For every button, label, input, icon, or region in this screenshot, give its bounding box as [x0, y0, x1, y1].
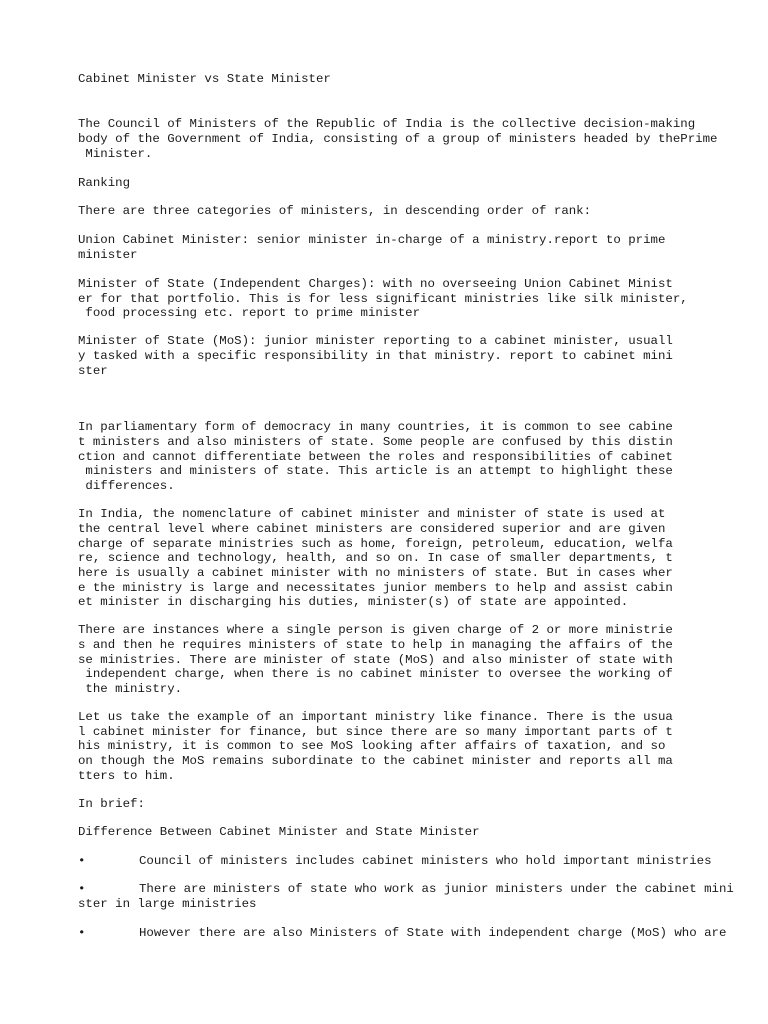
para-india-line-1: In India, the nomenclature of cabinet minister and minister of state is used at	[78, 507, 666, 521]
mos-independent-line-2: er for that portfolio. This is for less significant ministries like silk minister,	[78, 292, 688, 306]
para-finance-line-2: l cabinet minister for finance, but since there are so many important parts of t	[78, 725, 673, 739]
para-india-line-5: here is usually a cabinet minister with no ministers of state. But in cases wher	[78, 566, 673, 580]
para-finance-line-3: his ministry, it is common to see MoS looking after affairs of taxation, and so	[78, 739, 666, 753]
categories-intro: There are three categories of ministers, in descending order of rank:	[78, 204, 592, 218]
para-parliamentary-line-1: In parliamentary form of democracy in many countries, it is common to see cabine	[78, 420, 673, 434]
bullet-3-text: However there are also Ministers of State with independent charge (MoS) who are	[139, 926, 727, 940]
bullet-1-text: Council of ministers includes cabinet ministers who hold important ministries	[139, 854, 712, 868]
para-parliamentary-line-4: ministers and ministers of state. This article is an attempt to highlight these	[78, 464, 673, 478]
para-india-line-3: charge of separate ministries such as home, foreign, petroleum, education, welfa	[78, 537, 673, 551]
bullet-3-dot: •	[78, 926, 86, 940]
cabinet-minister-line-1: Union Cabinet Minister: senior minister in-charge of a ministry.report to prime	[78, 233, 666, 247]
para-india-line-2: the central level where cabinet ministers are considered superior and are given	[78, 522, 666, 536]
bullet-2-dot: •	[78, 882, 86, 896]
para-instances-line-3: se ministries. There are minister of state (MoS) and also minister of state with	[78, 653, 673, 667]
mos-line-3: ster	[78, 364, 108, 378]
para-instances-line-1: There are instances where a single person is given charge of 2 or more ministrie	[78, 623, 673, 637]
bullet-2-continuation: ster in large ministries	[78, 897, 257, 911]
mos-line-2: y tasked with a specific responsibility in that ministry. report to cabinet mini	[78, 349, 673, 363]
bullet-1-dot: •	[78, 854, 86, 868]
mos-independent-line-3: food processing etc. report to prime minister	[78, 306, 421, 320]
difference-heading: Difference Between Cabinet Minister and State Minister	[78, 825, 480, 839]
para-india-line-7: et minister in discharging his duties, minister(s) of state are appointed.	[78, 595, 629, 609]
in-brief-heading: In brief:	[78, 797, 145, 811]
intro-line-1: The Council of Ministers of the Republic of India is the collective decision-making	[78, 117, 696, 131]
ranking-heading: Ranking	[78, 176, 131, 190]
para-india-line-6: e the ministry is large and necessitates junior members to help and assist cabin	[78, 581, 673, 595]
para-finance-line-5: tters to him.	[78, 769, 175, 783]
para-parliamentary-line-5: differences.	[78, 479, 175, 493]
para-instances-line-5: the ministry.	[78, 682, 183, 696]
para-finance-line-1: Let us take the example of an important ministry like finance. There is the usua	[78, 710, 673, 724]
para-parliamentary-line-2: t ministers and also ministers of state. Some people are confused by this distin	[78, 435, 673, 449]
document-title: Cabinet Minister vs State Minister	[78, 72, 331, 86]
mos-line-1: Minister of State (MoS): junior minister reporting to a cabinet minister, usuall	[78, 334, 673, 348]
intro-line-2: body of the Government of India, consisting of a group of ministers headed by thePrime	[78, 132, 718, 146]
para-instances-line-2: s and then he requires ministers of state to help in managing the affairs of the	[78, 638, 673, 652]
para-finance-line-4: on though the MoS remains subordinate to the cabinet minister and reports all ma	[78, 754, 673, 768]
para-india-line-4: re, science and technology, health, and so on. In case of smaller departments, t	[78, 551, 673, 565]
para-parliamentary-line-3: ction and cannot differentiate between the roles and responsibilities of cabinet	[78, 450, 673, 464]
mos-independent-line-1: Minister of State (Independent Charges): with no overseeing Union Cabinet Minist	[78, 277, 673, 291]
cabinet-minister-line-2: minister	[78, 248, 138, 262]
intro-line-3: Minister.	[78, 147, 153, 161]
bullet-2-text: There are ministers of state who work as junior ministers under the cabinet mini	[139, 882, 734, 896]
para-instances-line-4: independent charge, when there is no cabinet minister to oversee the working of	[78, 667, 673, 681]
